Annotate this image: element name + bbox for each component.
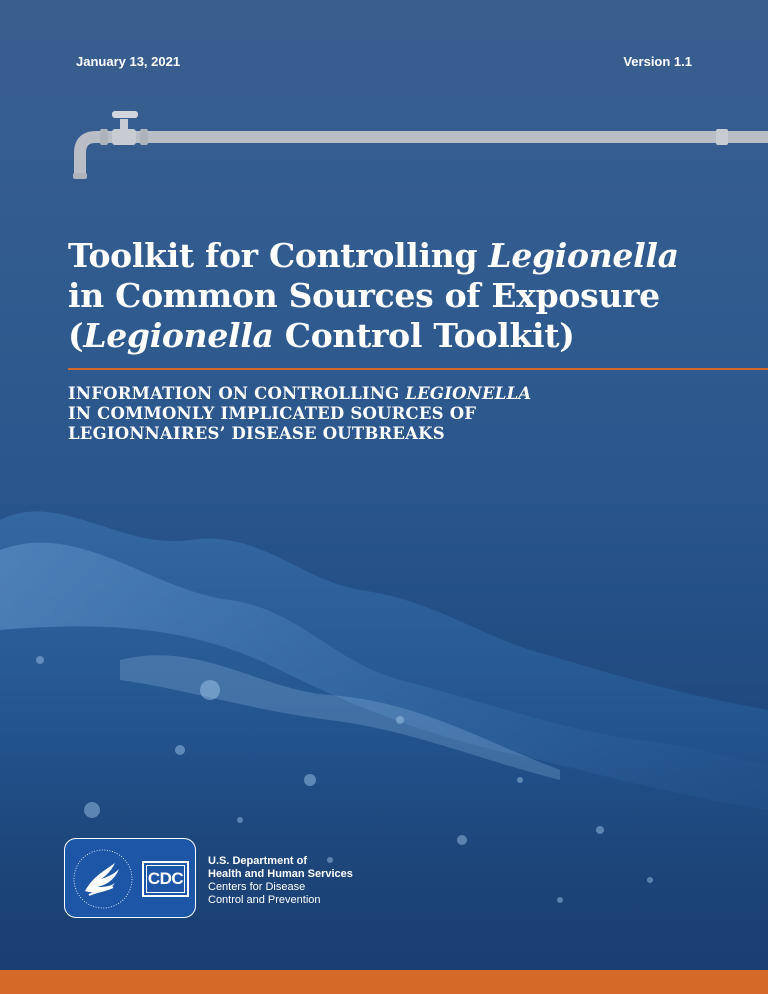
version-label: Version 1.1 xyxy=(623,54,692,69)
pipe-faucet-illustration xyxy=(60,105,768,180)
title-divider xyxy=(68,368,768,370)
title-line2: in Common Sources of Exposure xyxy=(68,276,660,315)
title-line1-italic: Legionella xyxy=(488,236,679,275)
cdc-logo-text: CDC xyxy=(146,865,185,893)
subtitle-line1-text: INFORMATION ON CONTROLLING xyxy=(68,384,406,403)
agency-name xyxy=(208,855,353,907)
agency-line4: Control and Prevention xyxy=(208,894,321,906)
agency-line1: U.S. Department of xyxy=(208,855,308,867)
agency-line3: Centers for Disease xyxy=(208,881,306,893)
subtitle-line1-italic: LEGIONELLA xyxy=(405,384,532,403)
hhs-eagle-seal-icon xyxy=(71,847,135,911)
footer-accent-bar xyxy=(0,970,768,994)
publication-date: January 13, 2021 xyxy=(76,54,181,69)
document-subtitle xyxy=(68,384,708,444)
hhs-cdc-logo xyxy=(64,838,196,918)
title-line3-open: ( xyxy=(68,316,84,355)
title-line3-text: Control Toolkit) xyxy=(273,316,575,355)
subtitle-line2: IN COMMONLY IMPLICATED SOURCES OF xyxy=(68,404,477,423)
agency-line2: Health and Human Services xyxy=(208,868,353,880)
cdc-logo-icon xyxy=(142,861,189,897)
subtitle-line3: LEGIONNAIRES’ DISEASE OUTBREAKS xyxy=(68,424,445,443)
document-title xyxy=(68,236,728,356)
title-line1-text: Toolkit for Controlling xyxy=(68,236,489,275)
title-line3-italic: Legionella xyxy=(83,316,274,355)
